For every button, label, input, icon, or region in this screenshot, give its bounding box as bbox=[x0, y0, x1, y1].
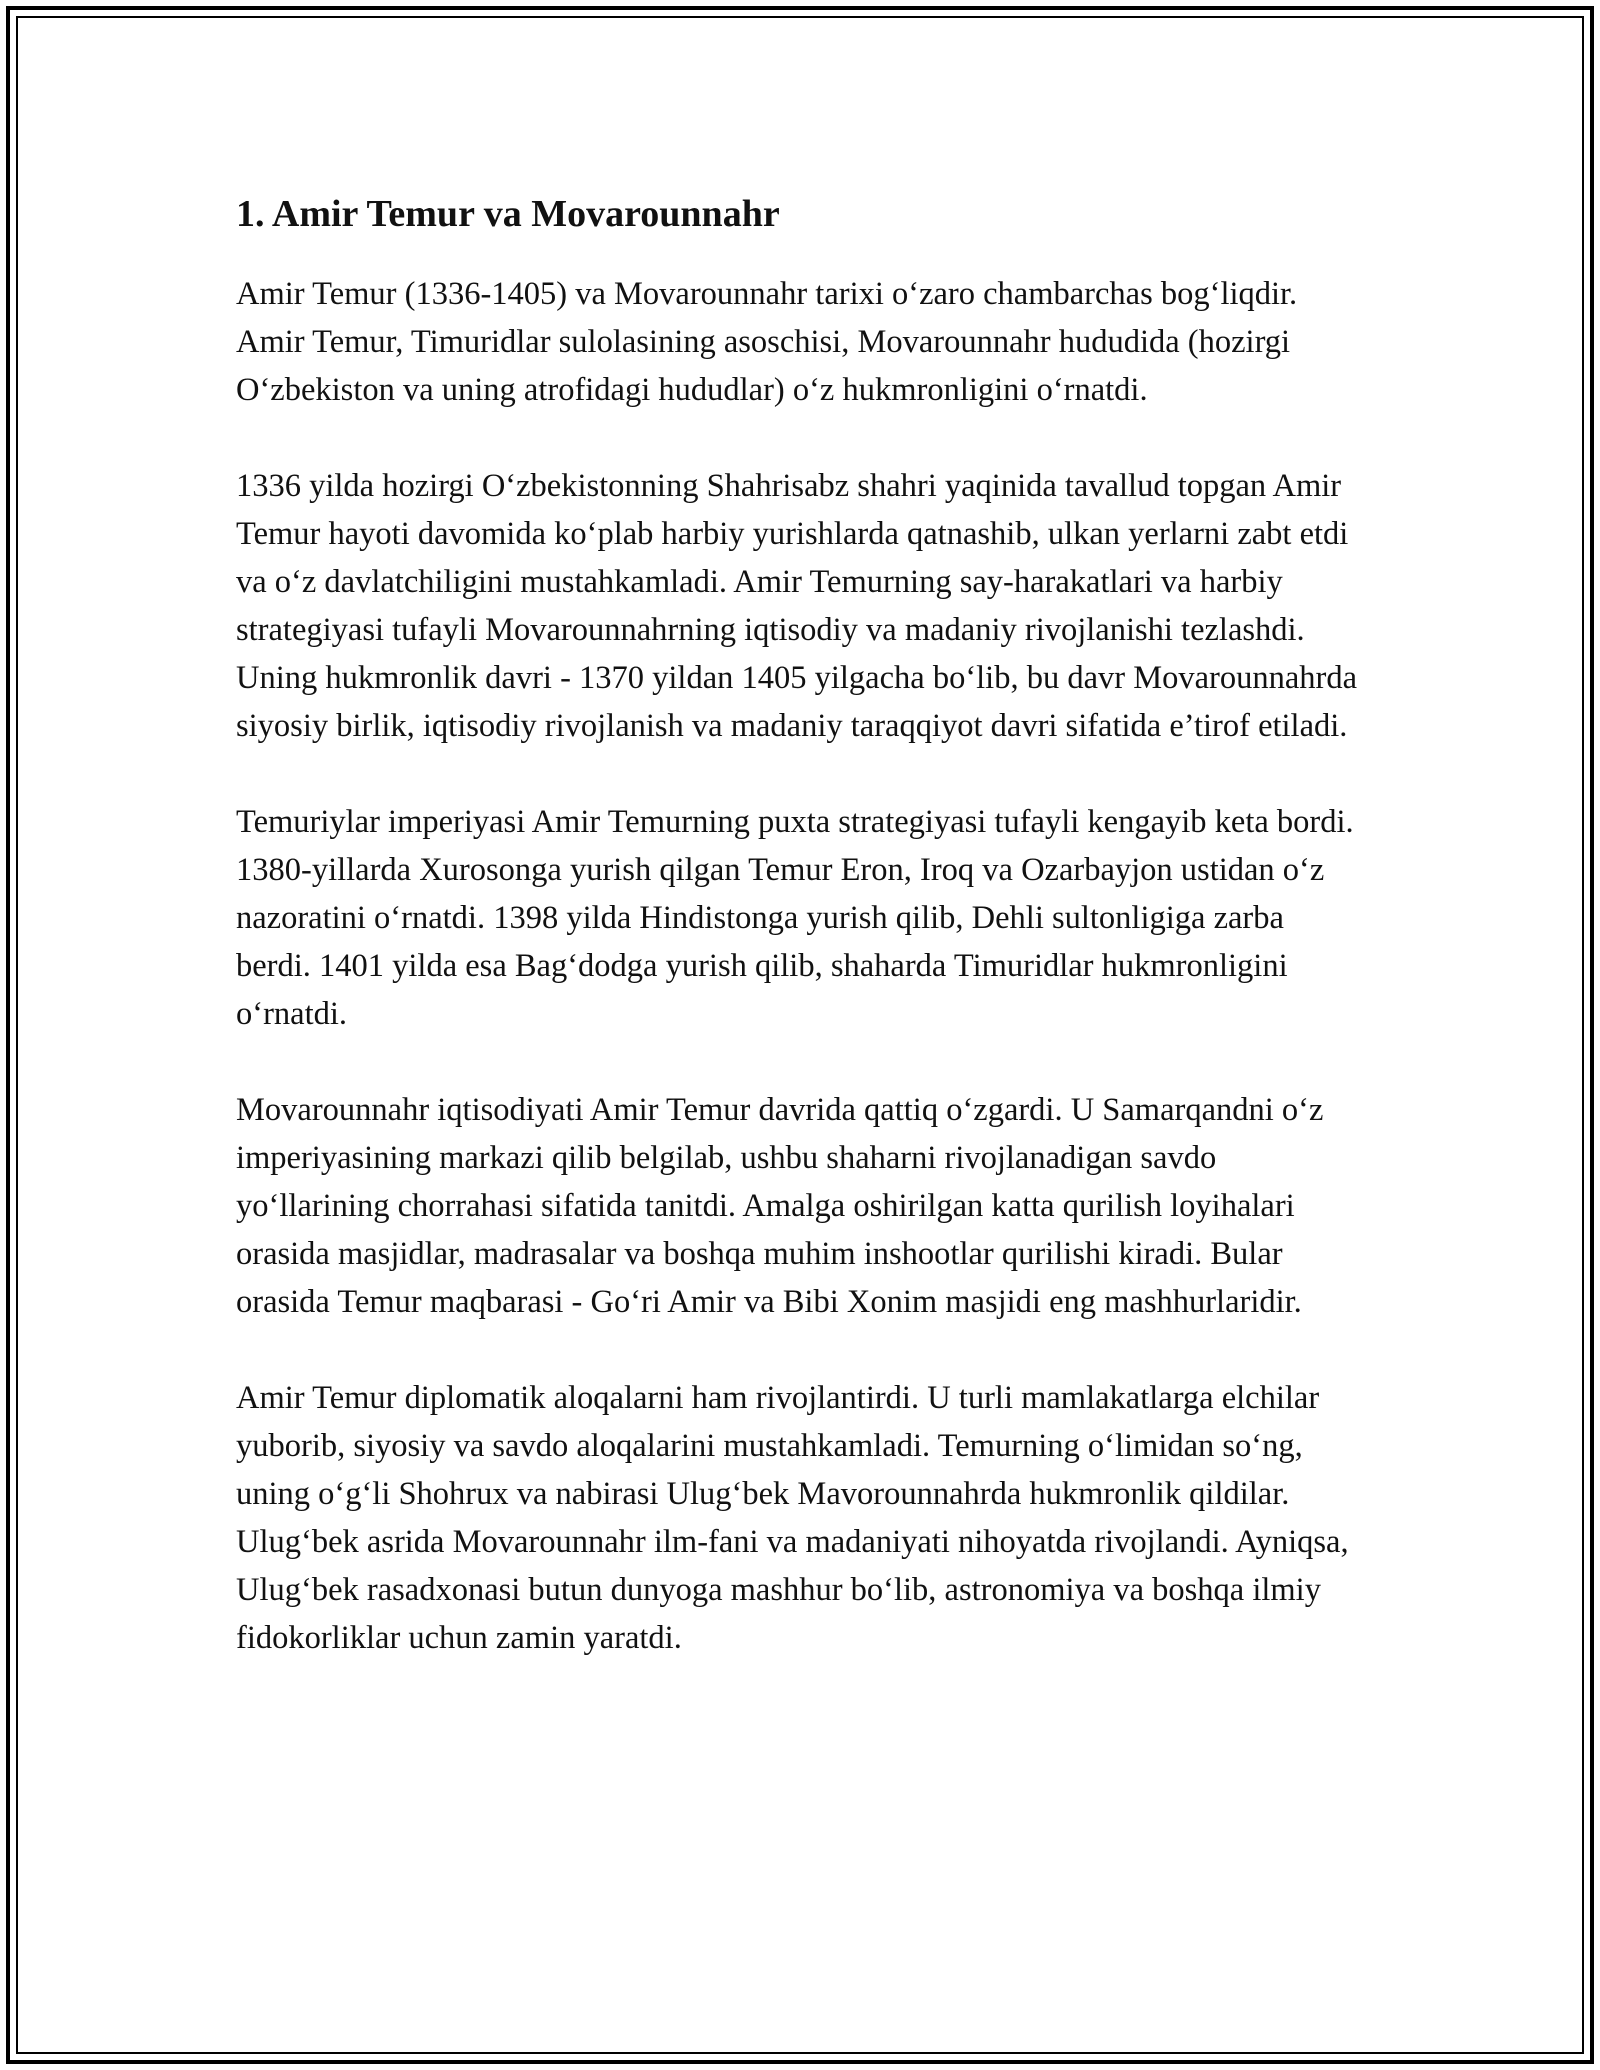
paragraph-1: Amir Temur (1336-1405) va Movarounnahr tarixi o‘zaro chambarchas bog‘liqdir. Amir Temur, Timuridlar sulolasining asoschisi, Movarounnahr hududida (hozirgi O‘zbekiston va uning atrofidagi hududlar) o‘z hukmronligini o‘rnatdi. bbox=[236, 276, 1298, 408]
paragraph-3: Temuriylar imperiyasi Amir Temurning puxta strategiyasi tufayli kengayib keta bordi. 1380-yillarda Xurosonga yurish qilgan Temur Eron, Iroq va Ozarbayjon ustidan o‘z nazoratini o‘rnatdi. 1398 yilda Hindistonga yurish qilib, Dehli sultonligiga zarba berdi. 1401 yilda esa Bag‘dodga yurish qilib, shaharda Timuridlar hukmronligini o‘rnatdi. bbox=[236, 804, 1354, 1032]
document-body bbox=[236, 188, 1366, 1710]
paragraph-4: Movarounnahr iqtisodiyati Amir Temur davrida qattiq o‘zgardi. U Samarqandni o‘z imperiyasining markazi qilib belgilab, ushbu shaharni rivojlanadigan savdo yo‘llarining chorrahasi sifatida tanitdi. Amalga oshirilgan katta qurilish loyihalari orasida masjidlar, madrasalar va boshqa muhim inshootlar qurilishi kiradi. Bular orasida Temur maqbarasi - Go‘ri Amir va Bibi Xonim masjidi eng mashhurlaridir. bbox=[236, 1092, 1324, 1320]
paragraph-5: Amir Temur diplomatik aloqalarni ham rivojlantirdi. U turli mamlakatlarga elchilar yuborib, siyosiy va savdo aloqalarini mustahkamladi. Temurning o‘limidan so‘ng, uning o‘g‘li Shohrux va nabirasi Ulug‘bek Mavorounnahrda hukmronlik qildilar. Ulug‘bek asrida Movarounnahr ilm-fani va madaniyati nihoyatda rivojlandi. Ayniqsa, Ulug‘bek rasadxonasi butun dunyoga mashhur bo‘lib, astronomiya va boshqa ilmiy fidokorliklar uchun zamin yaratdi. bbox=[236, 1380, 1349, 1656]
paragraph-2: 1336 yilda hozirgi O‘zbekistonning Shahrisabz shahri yaqinida tavallud topgan Amir Temur hayoti davomida ko‘plab harbiy yurishlarda qatnashib, ulkan yerlarni zabt etdi va o‘z davlatchiligini mustahkamladi. Amir Temurning say-harakatlari va harbiy strategiyasi tufayli Movarounnahrning iqtisodiy va madaniy rivojlanishi tezlashdi. Uning hukmronlik davri - 1370 yildan 1405 yilgacha bo‘lib, bu davr Movarounnahrda siyosiy birlik, iqtisodiy rivojlanish va madaniy taraqqiyot davri sifatida e’tirof etiladi. bbox=[236, 468, 1358, 744]
section-heading: 1. Amir Temur va Movarounnahr bbox=[236, 193, 780, 235]
